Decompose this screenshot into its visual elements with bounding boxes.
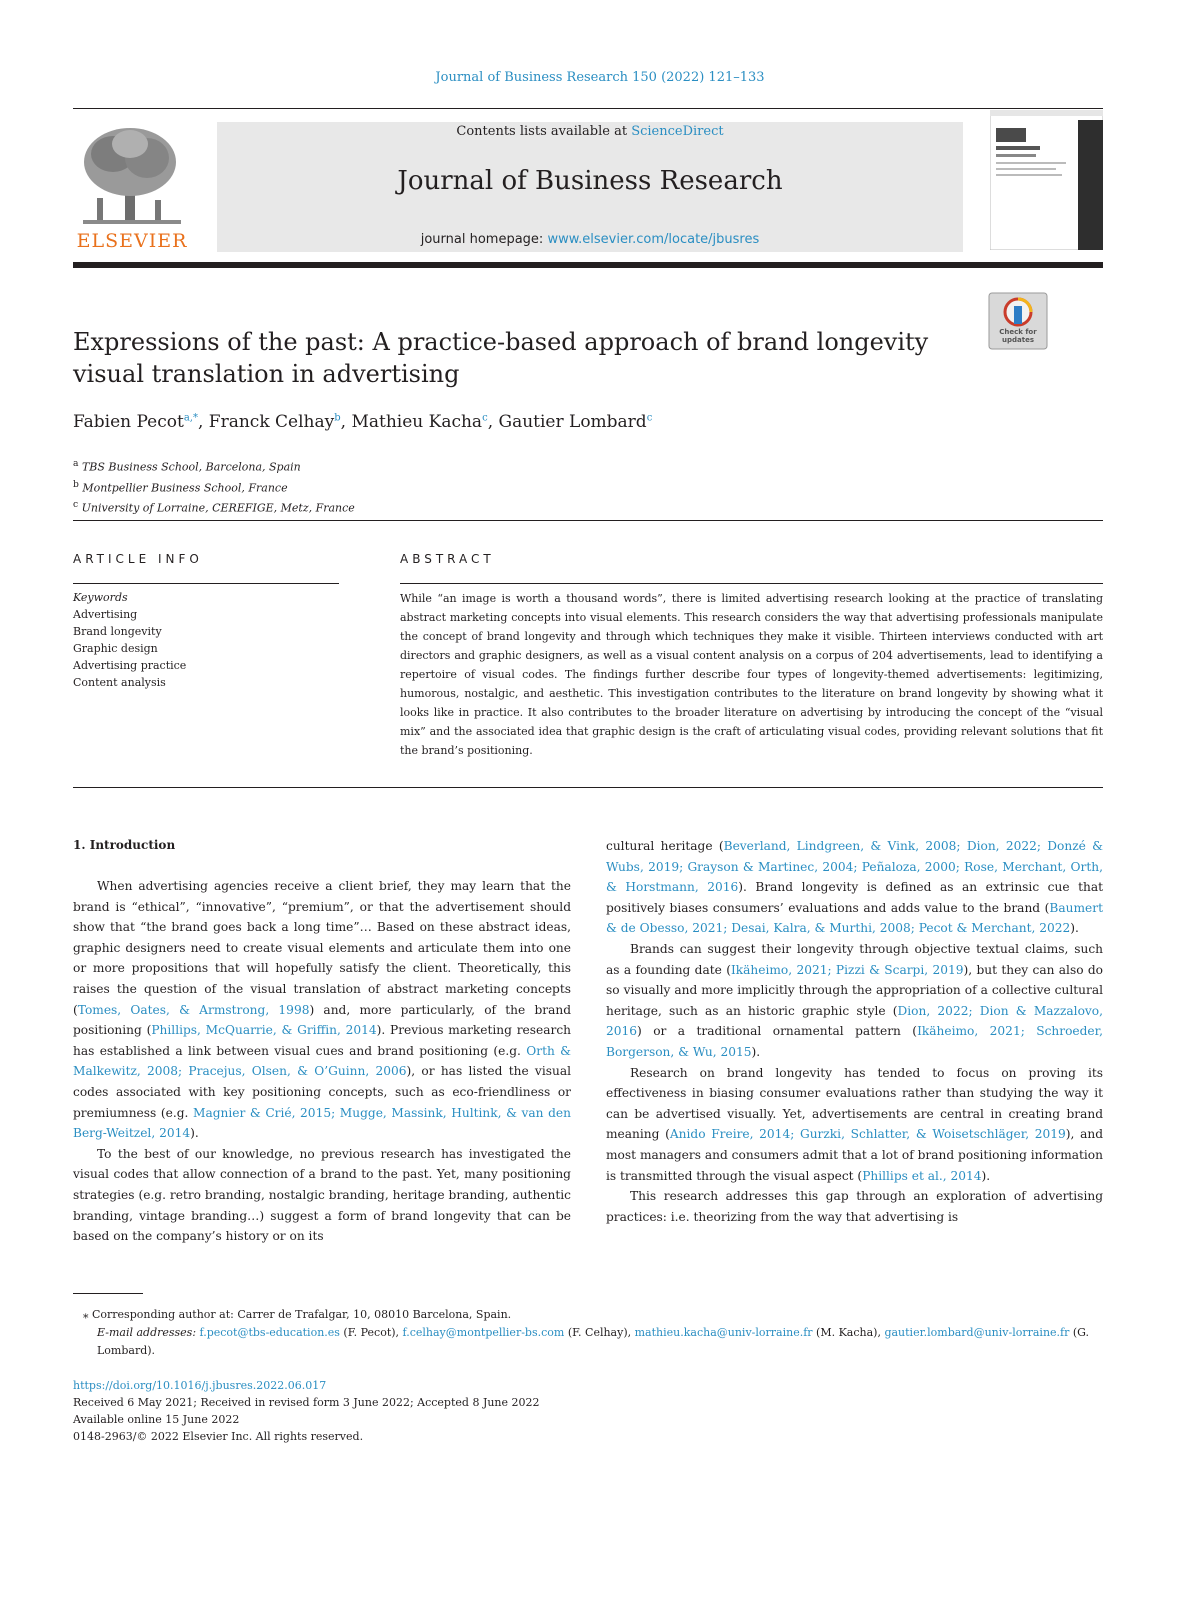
body-text: ), or has listed the visual codes associated with key positioning concepts, such as eco-friendliness or premiumness (e.g.	[73, 1064, 571, 1120]
author-separator: ,	[487, 412, 499, 432]
author-name: Fabien Pecot	[73, 412, 184, 432]
affiliation	[73, 476, 673, 497]
citation-link[interactable]: Anido Freire, 2014; Gurzki, Schlatter, & Woisetschläger, 2019	[669, 1127, 1066, 1142]
body-text: ), and most managers and consumers admit that a lot of brand positioning information is transmitted through the visual aspect (	[606, 1127, 1104, 1183]
paragraph	[73, 876, 571, 1144]
received-dates: Received 6 May 2021; Received in revised form 3 June 2022; Accepted 8 June 2022	[73, 1396, 540, 1409]
abstract-heading: ABSTRACT	[400, 552, 495, 566]
elsevier-wordmark: ELSEVIER	[76, 230, 188, 252]
body-text: ) and, more particularly, of the brand positioning (	[73, 1002, 571, 1038]
contents-line	[217, 124, 963, 139]
body-text: ) or a traditional ornamental pattern (	[637, 1024, 918, 1039]
body-text: ). Previous marketing research has established a link between visual cues and brand positioning (e.g.	[73, 1023, 571, 1058]
author-affiliation-marker[interactable]: b	[334, 412, 341, 424]
author-affiliation-marker[interactable]: c	[482, 412, 488, 424]
affiliation-rule	[73, 520, 1103, 521]
body-text: To the best of our knowledge, no previous research has investigated the visual codes that allow connection of a brand to the past. Yet, many positioning strategies (e.g. retro branding, nostalgic branding, heritage branding, authentic branding, vintage branding…) suggest a form of brand longevity that can be based on the company’s history or on its	[73, 1146, 571, 1244]
body-text: ).	[1070, 921, 1079, 936]
paragraph	[606, 1186, 1103, 1227]
email-owner: (G. Lombard).	[97, 1326, 1090, 1357]
body-text: ), but they can also do so visually and more implicitly through the appropriation of a collective cultural heritage, such as an historic graphic style (	[606, 962, 1104, 1018]
email-addresses	[73, 1324, 1103, 1360]
email-link[interactable]: f.pecot@tbs-education.es	[199, 1326, 340, 1339]
affiliation-marker: b	[73, 478, 79, 490]
email-link[interactable]: gautier.lombard@univ-lorraine.fr	[884, 1326, 1070, 1339]
body-column-right	[606, 836, 1103, 1227]
email-link[interactable]: mathieu.kacha@univ-lorraine.fr	[634, 1326, 813, 1339]
footnotes	[73, 1306, 1103, 1360]
check-for-updates-badge[interactable]	[988, 292, 1048, 350]
affiliation-list	[73, 455, 673, 517]
contents-prefix: Contents lists available at	[456, 124, 632, 139]
article-frontmatter	[73, 1377, 1103, 1445]
header-thick-rule	[73, 262, 1103, 268]
paragraph	[73, 1144, 571, 1247]
paragraph	[606, 836, 1103, 939]
keywords-block	[73, 589, 339, 691]
abstract-end-rule	[73, 787, 1103, 788]
homepage-prefix: journal homepage:	[420, 232, 548, 247]
affiliation-marker: c	[73, 499, 79, 511]
keyword: Advertising	[73, 608, 138, 621]
body-text: ).	[751, 1044, 761, 1059]
body-text: ).	[190, 1126, 199, 1141]
citation-link[interactable]: Magnier & Crié, 2015; Mugge, Massink, Hultink, & van den Berg-Weitzel, 2014	[73, 1105, 571, 1141]
homepage-line	[217, 232, 963, 247]
citation-link[interactable]: Phillips et al., 2014	[862, 1168, 982, 1183]
author-name: Mathieu Kacha	[351, 412, 483, 432]
homepage-link[interactable]: www.elsevier.com/locate/jbusres	[547, 232, 760, 247]
citation-link[interactable]: Beverland, Lindgreen, & Vink, 2008; Dion, 2022; Donzé & Wubs, 2019; Grayson & Martinec, 2004; Peñaloza, 2000; Rose, Merchant, Orth, & Horstmann, 2016	[606, 839, 1103, 895]
citation-link[interactable]: Baumert & de Obesso, 2021; Desai, Kalra, & Murthi, 2008; Pecot & Merchant, 2022	[606, 900, 1103, 936]
keyword-list	[73, 606, 339, 691]
available-online: Available online 15 June 2022	[73, 1413, 240, 1426]
body-text: This research addresses this gap through an exploration of advertising practices: i.e. theorizing from the way that advertising is	[606, 1189, 1103, 1224]
author-list	[73, 412, 973, 432]
corresponding-author-note: ⁎ Corresponding author at: Carrer de Trafalgar, 10, 08010 Barcelona, Spain.	[83, 1308, 512, 1321]
article-info-heading: ARTICLE INFO	[73, 552, 203, 566]
keyword: Content analysis	[73, 676, 166, 689]
affiliation-text: University of Lorraine, CEREFIGE, Metz, France	[78, 501, 355, 515]
keyword: Graphic design	[73, 642, 158, 655]
author-affiliation-marker[interactable]: a,*	[183, 412, 198, 424]
email-link[interactable]: f.celhay@montpellier-bs.com	[402, 1326, 565, 1339]
body-text: cultural heritage (	[606, 839, 724, 853]
footnote-rule	[73, 1293, 143, 1294]
running-head: Journal of Business Research 150 (2022) 121–133	[435, 70, 765, 85]
affiliation	[73, 455, 673, 476]
keyword: Brand longevity	[73, 625, 162, 638]
affiliation-text: Montpellier Business School, France	[78, 481, 288, 495]
body-text: Research on brand longevity has tended to focus on proving its effectiveness in biasing consumer evaluations rather than studying the way it can be advertised visually. Yet, advertisements are central in creating brand meaning (	[606, 1065, 1103, 1142]
email-owner: (F. Pecot),	[339, 1326, 403, 1339]
body-text: Brands can suggest their longevity through objective textual claims, such as a founding date (	[606, 941, 1103, 977]
abstract-text: While “an image is worth a thousand words”, there is limited advertising research looking at the practice of translating abstract marketing concepts into visual elements. This research considers the way that advertising professionals manipulate the concept of brand longevity and through which techniques they make it visible. Thirteen interviews conducted with art directors and graphic designers, as well as a visual content analysis on a corpus of 204 advertisements, lead to identifying a repertoire of visual codes. The findings further describe four types of longevity-themed advertisements: legitimizing, humorous, nostalgic, and aesthetic. This investigation contributes to the literature on brand longevity by showing what it looks like in practice. It also contributes to the broader literature on advertising by introducing the concept of the “visual mix” and the associated idea that graphic design is the craft of articulating visual codes, providing relevant solutions that fit the brand’s positioning.	[400, 592, 1103, 757]
elsevier-logo[interactable]	[73, 122, 191, 252]
section-heading-introduction: 1. Introduction	[73, 838, 176, 852]
crossmark-label: Check for updates	[999, 328, 1037, 344]
author-affiliation-marker[interactable]: c	[646, 412, 653, 424]
body-text: ).	[981, 1168, 991, 1183]
citation-link[interactable]: Tomes, Oates, & Armstrong, 1998	[77, 1002, 310, 1017]
affiliation	[73, 496, 673, 517]
body-text: When advertising agencies receive a client brief, they may learn that the brand is “ethical”, “innovative”, “premium”, or that the advertisement should show that “the brand goes back a long time”… Based on these abstract ideas, graphic designers need to create visual elements and articulate them into one or more propositions that will hopefully satisfy the client. Theoretically, this raises the question of the visual translation of abstract marketing concepts (	[73, 879, 571, 1017]
affiliation-marker: a	[73, 458, 79, 469]
journal-title: Journal of Business Research	[397, 166, 783, 196]
citation-link[interactable]: Ikäheimo, 2021; Schroeder, Borgerson, & Wu, 2015	[606, 1024, 1103, 1059]
paragraph	[606, 1063, 1103, 1187]
citation-link[interactable]: Orth & Malkewitz, 2008; Pracejus, Olsen, & O’Guinn, 2006	[73, 1043, 571, 1079]
citation-link[interactable]: Ikäheimo, 2021; Pizzi & Scarpi, 2019	[730, 962, 964, 977]
author-separator: ,	[340, 412, 352, 432]
journal-cover-image[interactable]	[990, 110, 1103, 250]
affiliation-text: TBS Business School, Barcelona, Spain	[78, 460, 301, 474]
article-title: Expressions of the past: A practice-based approach of brand longevity visual translation in advertising	[73, 328, 929, 388]
copyright: 0148-2963/© 2022 Elsevier Inc. All rights reserved.	[73, 1430, 364, 1443]
email-owner: (F. Celhay),	[564, 1326, 635, 1339]
paragraph	[606, 939, 1103, 1063]
body-column-left	[73, 876, 571, 1247]
keywords-label: Keywords	[73, 591, 128, 604]
email-owner: (M. Kacha),	[812, 1326, 885, 1339]
body-text: ). Brand longevity is defined as an extrinsic cue that positively biases consumers’ evaluations and adds value to the brand (	[606, 880, 1103, 915]
article-info-rule	[73, 583, 339, 584]
author-separator: ,	[197, 412, 209, 432]
author-name: Gautier Lombard	[498, 412, 647, 432]
abstract-rule	[400, 583, 1103, 584]
citation-link[interactable]: Dion, 2022; Dion & Mazzalovo, 2016	[606, 1003, 1103, 1039]
top-rule	[73, 108, 1103, 109]
doi-link[interactable]: https://doi.org/10.1016/j.jbusres.2022.06.017	[73, 1379, 327, 1392]
citation-link[interactable]: Phillips, McQuarrie, & Griffin, 2014	[151, 1023, 377, 1038]
keyword: Advertising practice	[73, 659, 187, 672]
email-label: E-mail addresses:	[97, 1326, 200, 1339]
author-name: Franck Celhay	[208, 412, 335, 432]
sciencedirect-link[interactable]: ScienceDirect	[631, 124, 724, 139]
